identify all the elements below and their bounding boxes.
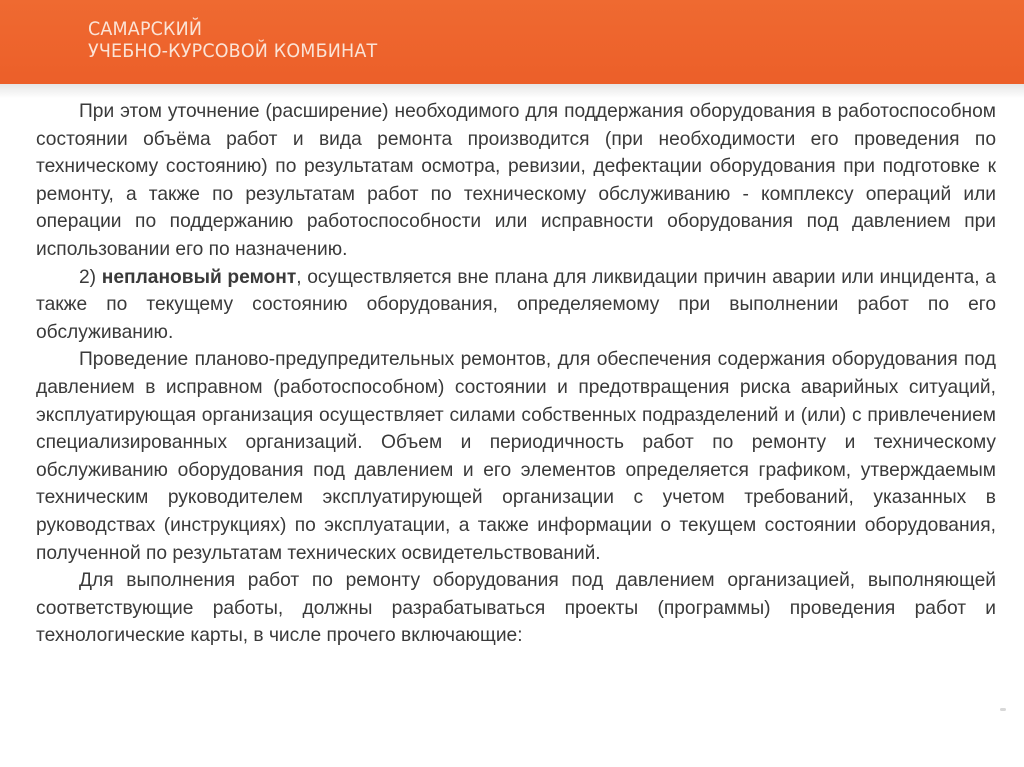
- paragraph-3: Проведение планово-предупредительных ремонтов, для обеспечения содержания оборудования под давлением в исправном (работоспособном) состоянии и предотвращения риска аварийных ситуаций, эксплуатирующая организация осуществляет силами собственных подразделений и (или) с привлечением специализированных организаций. Объем и периодичность работ по ремонту и техническому обслуживанию оборудования под давлением и его элементов определяется графиком, утверждаемым техническим руководителем эксплуатирующей организации с учетом требований, указанных в руководствах (инструкциях) по эксплуатации, а также информации о текущем состоянии оборудования, полученной по результатам технических освидетельствований.: [36, 349, 996, 564]
- logo-text: [88, 18, 377, 62]
- logo-line-2: УЧЕБНО-КУРСОВОЙ КОМБИНАТ: [88, 40, 378, 62]
- slide-edge-mark: [1000, 708, 1006, 711]
- header-shadow: [0, 84, 1024, 98]
- paragraph-2-prefix: 2): [79, 266, 102, 288]
- paragraph-2-rest: , осуществляется вне плана для ликвидации причин аварии или инцидента, а также по текущему состоянию оборудования, определяемому при выполнении работ по его обслуживанию.: [36, 266, 996, 343]
- paragraph-2-bold: неплановый ремонт: [101, 266, 297, 288]
- logo-line-1: САМАРСКИЙ: [88, 18, 203, 40]
- paragraph-1: При этом уточнение (расширение) необходимого для поддержания оборудования в работоспособном состоянии объёма работ и вида ремонта производится (при необходимости его проведения по техническому состоянию) по результатам осмотра, ревизии, дефектации оборудования при подготовке к ремонту, а также по результатам работ по техническому обслуживанию - комплексу операций или операции по поддержанию работоспособности или исправности оборудования под давлением при использовании его по назначению.: [36, 101, 996, 260]
- paragraph-2: [36, 264, 996, 347]
- body-text: [36, 98, 996, 650]
- paragraph-4: Для выполнения работ по ремонту оборудования под давлением организацией, выполняющей соответствующие работы, должны разрабатываться проекты (программы) проведения работ и технологические карты, в числе прочего включающие:: [36, 570, 996, 647]
